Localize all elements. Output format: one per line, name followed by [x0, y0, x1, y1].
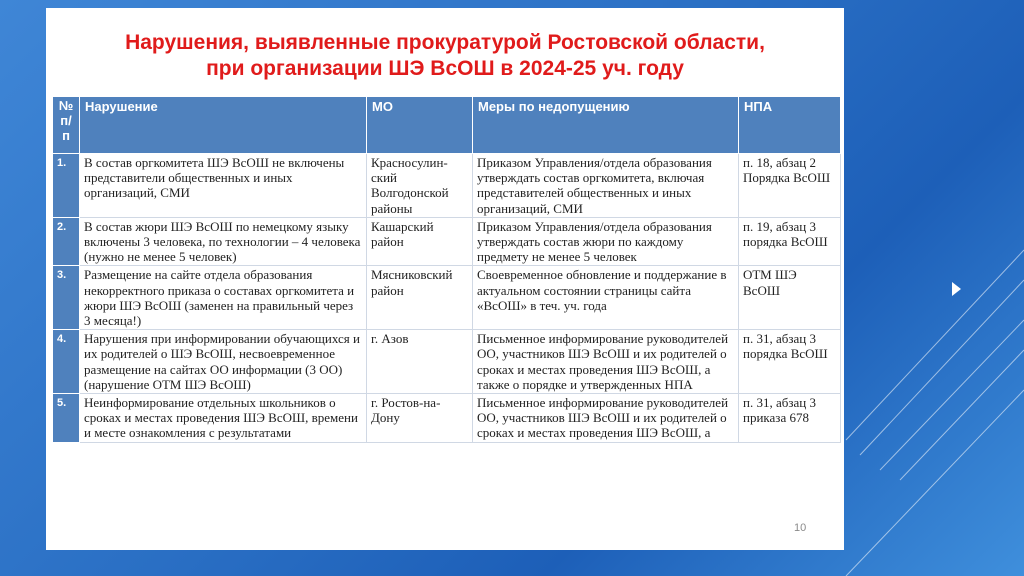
row-measures: Своевременное обновление и поддержание в актуальном состоянии страницы сайта «ВсОШ» в теч. уч. года	[473, 266, 739, 330]
title-line-1: Нарушения, выявленные прокуратурой Ростовской области,	[125, 31, 765, 54]
row-npa: п. 18, абзац 2 Порядка ВсОШ	[739, 154, 841, 218]
row-number: 4.	[53, 330, 80, 394]
row-violation: В состав жюри ШЭ ВсОШ по немецкому языку включены 3 человека, по технологии – 4 человека (нужно не менее 5 человек)	[80, 217, 367, 266]
row-mo: г. Ростов-на-Дону	[367, 394, 473, 443]
next-slide-arrow-icon[interactable]	[952, 282, 961, 296]
header-mo: МО	[367, 97, 473, 154]
row-violation: Неинформирование отдельных школьников о сроках и местах проведения ШЭ ВсОШ, времени и месте ознакомления с результатами	[80, 394, 367, 443]
row-number: 5.	[53, 394, 80, 443]
table-row	[53, 394, 841, 443]
row-measures: Приказом Управления/отдела образования утверждать состав оргкомитета, включая представителей общественных и иных организаций, СМИ	[473, 154, 739, 218]
header-npa: НПА	[739, 97, 841, 154]
row-mo: Красносулин-ский Волгодонской районы	[367, 154, 473, 218]
row-npa: ОТМ ШЭ ВсОШ	[739, 266, 841, 330]
row-number: 1.	[53, 154, 80, 218]
slide-content	[46, 8, 844, 550]
row-measures: Письменное информирование руководителей ОО, участников ШЭ ВсОШ и их родителей о сроках и местах проведения ШЭ ВсОШ, а	[473, 394, 739, 443]
row-measures: Письменное информирование руководителей ОО, участников ШЭ ВсОШ и их родителей о сроках и местах проведения ШЭ ВсОШ, а также о порядке и утвержденных НПА	[473, 330, 739, 394]
table-row	[53, 266, 841, 330]
violations-table	[52, 96, 841, 443]
slide-title	[46, 30, 844, 82]
header-number-line-1: №	[58, 98, 74, 113]
row-violation: В состав оргкомитета ШЭ ВсОШ не включены представители общественных и иных организаций, СМИ	[80, 154, 367, 218]
table-row	[53, 154, 841, 218]
header-number	[53, 97, 80, 154]
table-row	[53, 330, 841, 394]
row-npa: п. 31, абзац 3 приказа 678	[739, 394, 841, 443]
table-row	[53, 217, 841, 266]
row-mo: Кашарский район	[367, 217, 473, 266]
header-number-line-2: п/	[60, 113, 72, 128]
row-measures: Приказом Управления/отдела образования утверждать состав жюри по каждому предмету не менее 5 человек	[473, 217, 739, 266]
page-number: 10	[794, 522, 807, 534]
header-violation: Нарушение	[80, 97, 367, 154]
row-violation: Нарушения при информировании обучающихся и их родителей о ШЭ ВсОШ, несвоевременное размещение на сайтах ОО информации (3 ОО) (нарушение ОТМ ШЭ ВсОШ)	[80, 330, 367, 394]
row-mo: Мясниковский район	[367, 266, 473, 330]
row-number: 2.	[53, 217, 80, 266]
row-mo: г. Азов	[367, 330, 473, 394]
table-header-row	[53, 97, 841, 154]
row-npa: п. 31, абзац 3 порядка ВсОШ	[739, 330, 841, 394]
title-line-2: при организации ШЭ ВсОШ в 2024-25 уч. году	[206, 57, 684, 80]
row-violation: Размещение на сайте отдела образования некорректного приказа о составах оргкомитета и жюри ШЭ ВсОШ (заменен на правильный через 3 месяца!)	[80, 266, 367, 330]
header-number-line-3: п	[62, 128, 70, 143]
row-npa: п. 19, абзац 3 порядка ВсОШ	[739, 217, 841, 266]
row-number: 3.	[53, 266, 80, 330]
header-measures: Меры по недопущению	[473, 97, 739, 154]
